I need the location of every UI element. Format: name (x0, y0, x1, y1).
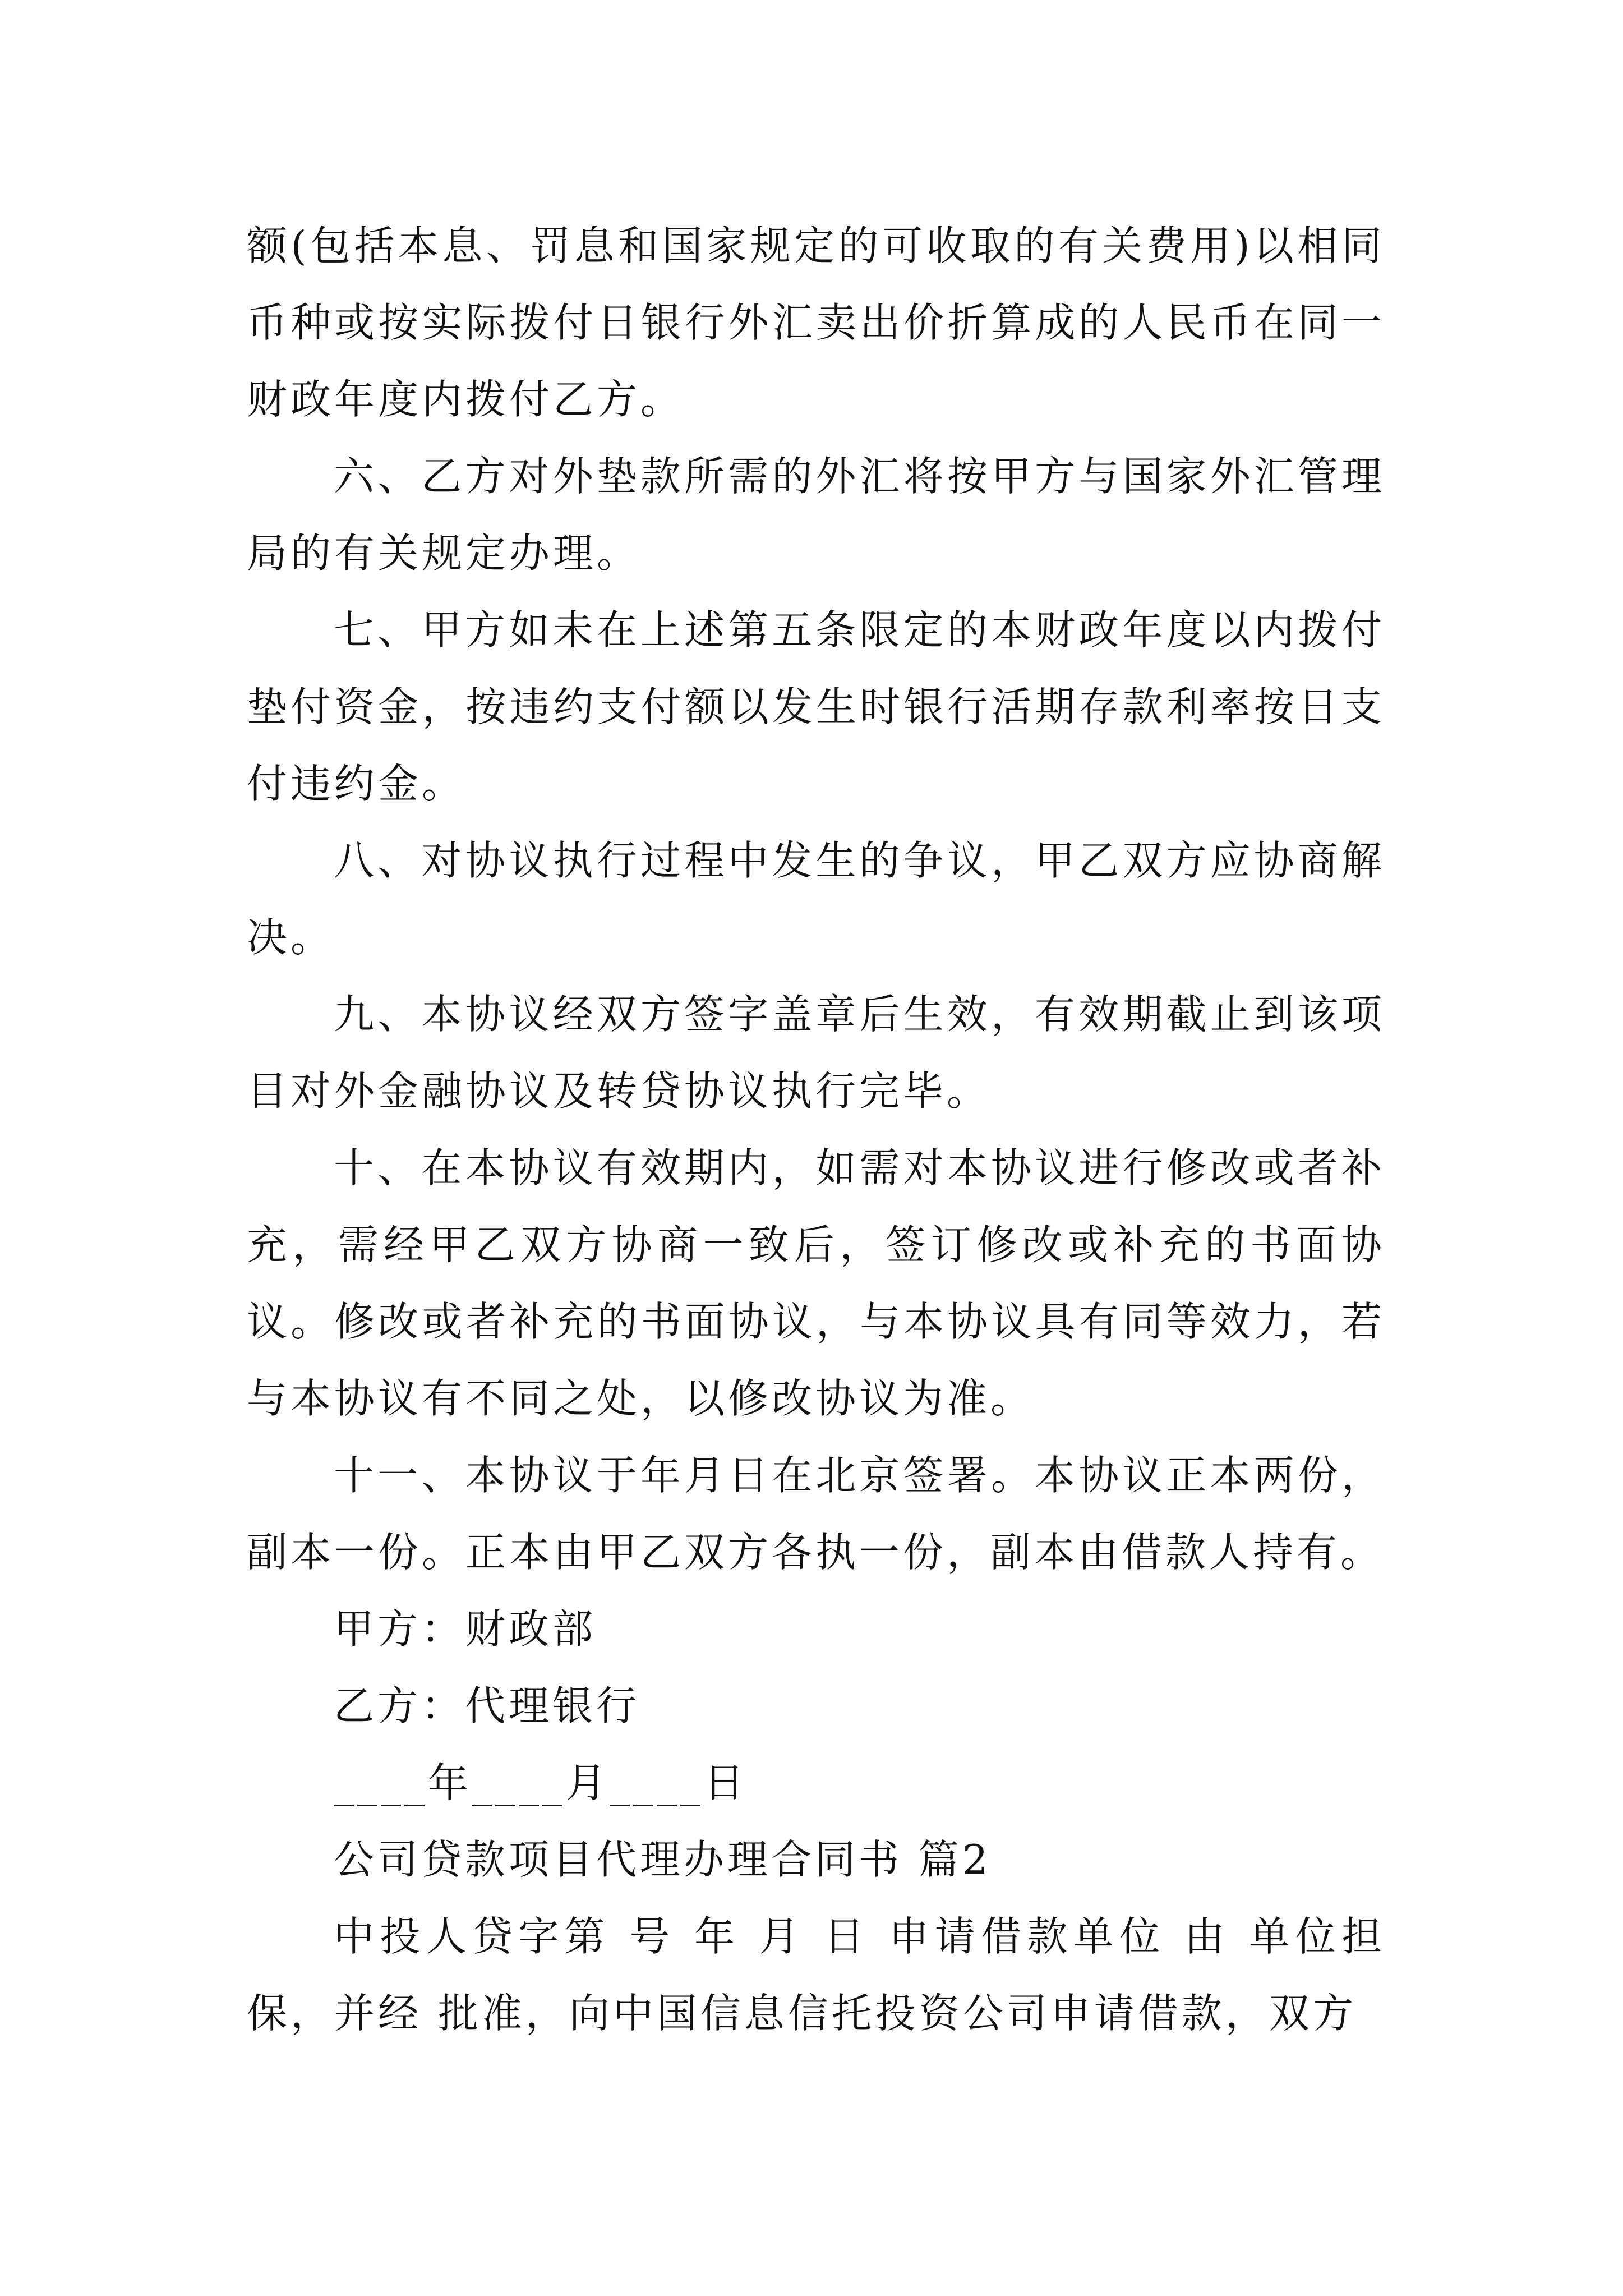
signature-date: ____年____月____日 (334, 1759, 748, 1806)
clause-8: 八、对协议执行过程中发生的争议，甲乙双方应协商解决。 (247, 837, 1385, 961)
contract-intro: 中投人贷字第 号 年 月 日 申请借款单位 由 单位担保，并经 批准，向中国信息信托投资公司申请借款，双方 (247, 1913, 1385, 2037)
clause-6: 六、乙方对外垫款所需的外汇将按甲方与国家外汇管理局的有关规定办理。 (247, 453, 1385, 577)
party-b-signature: 乙方：代理银行 (334, 1682, 640, 1729)
clause-10: 十、在本协议有效期内，如需对本协议进行修改或者补充，需经甲乙双方协商一致后，签订修改或补充的书面协议。修改或者补充的书面协议，与本协议具有同等效力，若与本协议有不同之处，以修改协议为准。 (247, 1144, 1385, 1422)
clause-7: 七、甲方如未在上述第五条限定的本财政年度以内拨付垫付资金，按违约支付额以发生时银行活期存款利率按日支付违约金。 (247, 606, 1385, 807)
party-a-signature: 甲方：财政部 (334, 1605, 597, 1653)
paragraph-continuation: 额(包括本息、罚息和国家规定的可收取的有关费用)以相同币种或按实际拨付日银行外汇卖出价折算成的人民币在同一财政年度内拨付乙方。 (247, 222, 1385, 423)
section-title: 公司贷款项目代理办理合同书 篇2 (334, 1836, 992, 1883)
document-body (247, 208, 1385, 2052)
clause-11: 十一、本协议于年月日在北京签署。本协议正本两份，副本一份。正本由甲乙双方各执一份，副本由借款人持有。 (247, 1452, 1385, 1576)
clause-9: 九、本协议经双方签字盖章后生效，有效期截止到该项目对外金融协议及转贷协议执行完毕。 (247, 991, 1385, 1115)
